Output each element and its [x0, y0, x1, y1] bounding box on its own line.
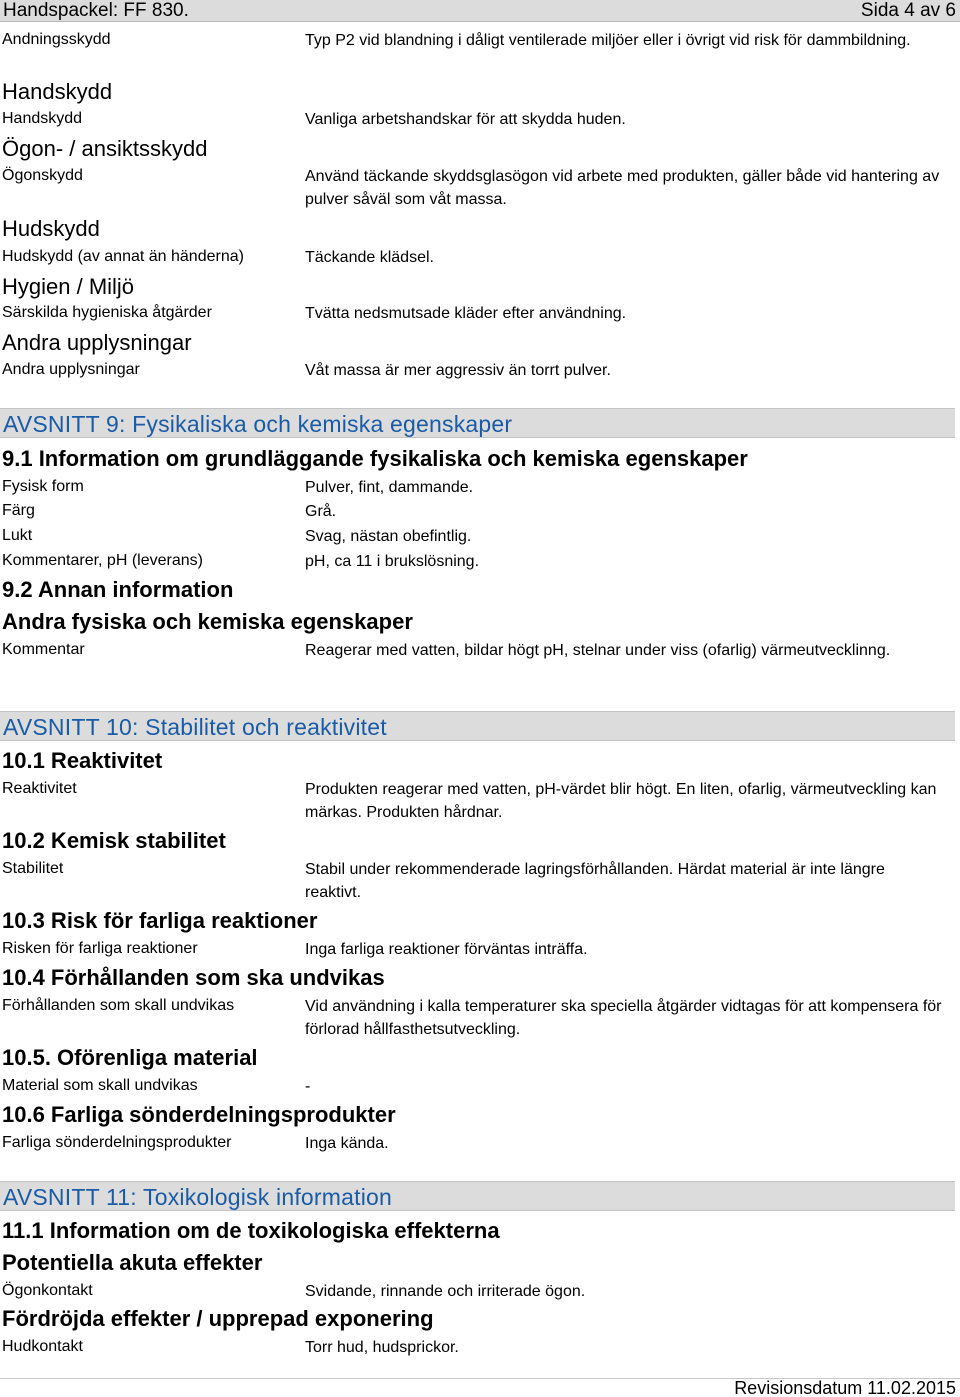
section-11-header [0, 1181, 955, 1211]
property-label: Kommentarer, pH (leverans) [2, 552, 203, 569]
conditions-value: Vid användning i kalla temperaturer ska speciella åtgärder vidtagas för att kompensera för förlorad hållfasthetsutveckling. [305, 998, 942, 1038]
incompatible-label: Material som skall undvikas [2, 1077, 198, 1094]
decomposition-label: Farliga sönderdelningsprodukter [2, 1134, 232, 1151]
section-9-2-heading: 9.2 Annan information [2, 577, 234, 602]
delayed-effects-heading: Fördröjda effekter / upprepad exponering [2, 1306, 434, 1331]
comment-label: Kommentar [2, 641, 85, 658]
revision-date: Revisionsdatum 11.02.2015 [734, 1378, 956, 1397]
skin-label: Hudskydd (av annat än händerna) [2, 248, 244, 265]
property-label: Fysisk form [2, 478, 84, 495]
respiratory-value: Typ P2 vid blandning i dåligt ventilerade miljöer eller i övrigt vid risk för dammbildning. [305, 32, 911, 49]
hygiene-value: Tvätta nedsmutsade kläder efter användning. [305, 305, 627, 322]
section-10-1-heading: 10.1 Reaktivitet [2, 748, 163, 773]
skin-heading: Hudskydd [2, 216, 100, 241]
page-header [0, 0, 960, 22]
section-10-2-heading: 10.2 Kemisk stabilitet [2, 828, 226, 853]
eye-contact-value: Svidande, rinnande och irriterade ögon. [305, 1283, 586, 1300]
stability-label: Stabilitet [2, 860, 64, 877]
section-11-title: AVSNITT 11: Toxikologisk information [3, 1184, 392, 1210]
product-name: Handspackel: FF 830. [3, 0, 189, 21]
stability-value: Stabil under rekommenderade lagringsförhållanden. Härdat material är inte längre reaktivt. [305, 861, 885, 901]
reactivity-value: Produkten reagerar med vatten, pH-värdet blir högt. En liten, ofarlig, värmeutveckling kan märkas. Produkten hårdnar. [305, 781, 937, 821]
eye-label: Ögonskydd [2, 167, 83, 184]
hygiene-label: Särskilda hygieniska åtgärder [2, 304, 212, 321]
hand-label: Handskydd [2, 110, 83, 127]
incompatible-value: - [305, 1078, 311, 1095]
page-number: Sida 4 av 6 [860, 0, 956, 21]
comment-value: Reagerar med vatten, bildar högt pH, stelnar under viss (ofarlig) värmeutvecklinng. [305, 642, 891, 659]
decomposition-value: Inga kända. [305, 1135, 389, 1152]
skin-contact-label: Hudkontakt [2, 1338, 83, 1355]
skin-contact-value: Torr hud, hudsprickor. [305, 1339, 459, 1356]
section-9-1-heading: 9.1 Information om grundläggande fysikaliska och kemiska egenskaper [2, 446, 748, 471]
hazardous-reactions-value: Inga farliga reaktioner förväntas inträffa. [305, 941, 588, 958]
section-10-4-heading: 10.4 Förhållanden som ska undvikas [2, 965, 385, 990]
other-label: Andra upplysningar [2, 361, 140, 378]
section-10-title: AVSNITT 10: Stabilitet och reaktivitet [3, 714, 387, 740]
property-value: Svag, nästan obefintlig. [305, 528, 472, 545]
respiratory-label: Andningsskydd [2, 31, 111, 48]
other-heading: Andra upplysningar [2, 330, 192, 355]
other-value: Våt massa är mer aggressiv än torrt pulver. [305, 362, 611, 379]
eye-heading: Ögon- / ansiktsskydd [2, 136, 208, 161]
property-value: Grå. [305, 503, 337, 520]
skin-value: Täckande klädsel. [305, 249, 434, 266]
section-9-title: AVSNITT 9: Fysikaliska och kemiska egenskaper [3, 411, 513, 437]
section-11-1-heading: 11.1 Information om de toxikologiska effekterna [2, 1218, 500, 1243]
other-properties-heading: Andra fysiska och kemiska egenskaper [2, 609, 413, 634]
section-10-5-heading: 10.5. Oförenliga material [2, 1045, 258, 1070]
reactivity-label: Reaktivitet [2, 780, 77, 797]
property-label: Lukt [2, 527, 33, 544]
section-10-header [0, 711, 955, 741]
eye-value: Använd täckande skyddsglasögon vid arbete med produkten, gäller både vid hantering av pulver såväl som våt massa. [305, 168, 940, 208]
conditions-label: Förhållanden som skall undvikas [2, 997, 235, 1014]
acute-effects-heading: Potentiella akuta effekter [2, 1250, 263, 1275]
property-label: Färg [2, 502, 35, 519]
eye-contact-label: Ögonkontakt [2, 1282, 93, 1299]
property-value: pH, ca 11 i brukslösning. [305, 553, 480, 570]
property-value: Pulver, fint, dammande. [305, 479, 474, 496]
hand-value: Vanliga arbetshandskar för att skydda huden. [305, 111, 626, 128]
hazardous-reactions-label: Risken för farliga reaktioner [2, 940, 198, 957]
section-9-header [0, 408, 955, 438]
hand-heading: Handskydd [2, 79, 113, 104]
hygiene-heading: Hygien / Miljö [2, 274, 135, 299]
section-10-6-heading: 10.6 Farliga sönderdelningsprodukter [2, 1102, 396, 1127]
section-10-3-heading: 10.3 Risk för farliga reaktioner [2, 908, 318, 933]
